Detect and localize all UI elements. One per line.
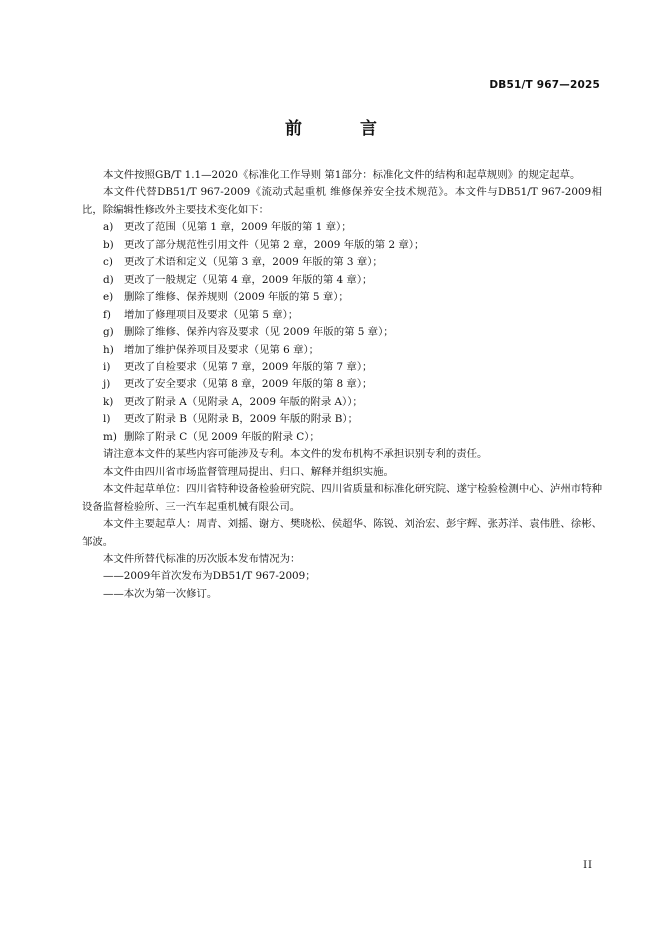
paragraph-history-intro: 本文件所替代标准的历次版本发布情况为：: [103, 552, 301, 565]
list-text: 删除了维修、保养内容及要求（见 2009 年版的第 5 章）；: [124, 326, 394, 339]
list-marker: f): [103, 308, 111, 321]
list-item: [82, 289, 602, 306]
foreword-body: [82, 167, 602, 603]
paragraph-history-revision: ——本次为第一次修订。: [103, 587, 218, 600]
list-text: 更改了附录 B（见附录 B，2009 年版的附录 B）；: [124, 413, 359, 426]
list-item: [82, 219, 602, 236]
list-marker: d): [103, 273, 114, 286]
list-text: 更改了一般规定（见第 4 章，2009 年版的第 4 章）；: [124, 273, 373, 286]
paragraph-replacement: 本文件代替DB51/T 967-2009《流动式起重机 维修保养安全技术规范》。本文件与DB51/T 967-2009相比，除编辑性修改外主要技术变化如下：: [82, 186, 602, 216]
page-title: 前 言: [285, 119, 403, 139]
page-number: II: [583, 860, 593, 871]
list-marker: h): [103, 343, 114, 356]
list-text: 更改了部分规范性引用文件（见第 2 章，2009 年版的第 2 章）；: [124, 238, 425, 251]
paragraph-history-first: ——2009年首次发布为DB51/T 967-2009；: [103, 570, 316, 583]
list-item: [82, 394, 602, 411]
list-text: 增加了维护保养项目及要求（见第 6 章）；: [124, 343, 320, 356]
list-text: 更改了范围（见第 1 章，2009 年版的第 1 章）；: [124, 221, 352, 234]
list-item: [82, 324, 602, 341]
list-text: 增加了修理项目及要求（见第 5 章）；: [124, 308, 299, 321]
list-item: [82, 359, 602, 376]
paragraph-drafters: 本文件主要起草人：周青、刘摇、谢方、樊晓松、侯超华、陈锐、刘治宏、彭宇辉、张苏洋、袁伟胜、徐彬、邹波。: [82, 518, 602, 548]
list-marker: b): [103, 238, 114, 251]
list-text: 更改了安全要求（见第 8 章，2009 年版的第 8 章）；: [124, 378, 373, 391]
paragraph-proposer: 本文件由四川省市场监督管理局提出、归口、解释并组织实施。: [103, 465, 394, 478]
paragraph-drafting-rules: 本文件按照GB/T 1.1—2020《标准化工作导则 第1部分：标准化文件的结构和起草规则》的规定起草。: [103, 169, 581, 181]
list-marker: m): [103, 430, 117, 443]
list-marker: i): [103, 360, 111, 373]
list-item: [82, 254, 602, 271]
document-code: DB51/T 967—2025: [489, 79, 600, 91]
paragraph-patent-notice: 请注意本文件的某些内容可能涉及专利。本文件的发布机构不承担识别专利的责任。: [103, 448, 488, 461]
list-item: [82, 342, 602, 359]
list-text: 删除了附录 C（见 2009 年版的附录 C）；: [124, 430, 320, 443]
list-item: [82, 376, 602, 393]
list-item: [82, 307, 602, 324]
list-marker: a): [103, 221, 114, 234]
list-item: [82, 237, 602, 254]
changes-list: [82, 219, 602, 446]
list-item: [82, 429, 602, 446]
list-item: [82, 411, 602, 428]
list-text: 删除了维修、保养规则（2009 年版的第 5 章）；: [124, 291, 349, 304]
paragraph-drafting-units: 本文件起草单位：四川省特种设备检验研究院、四川省质量和标准化研究院、遂宁检验检测中心、泸州市特种设备监督检验所、三一汽车起重机械有限公司。: [82, 483, 602, 513]
list-marker: c): [103, 256, 113, 269]
list-marker: l): [103, 413, 111, 426]
list-item: [82, 272, 602, 289]
list-text: 更改了附录 A（见附录 A，2009 年版的附录 A））；: [124, 395, 363, 408]
list-marker: j): [103, 378, 111, 391]
list-marker: e): [103, 291, 114, 304]
list-marker: k): [103, 395, 114, 408]
list-text: 更改了术语和定义（见第 3 章，2009 年版的第 3 章）；: [124, 256, 383, 269]
list-marker: g): [103, 326, 114, 339]
list-text: 更改了自检要求（见第 7 章，2009 年版的第 7 章）；: [124, 360, 373, 373]
